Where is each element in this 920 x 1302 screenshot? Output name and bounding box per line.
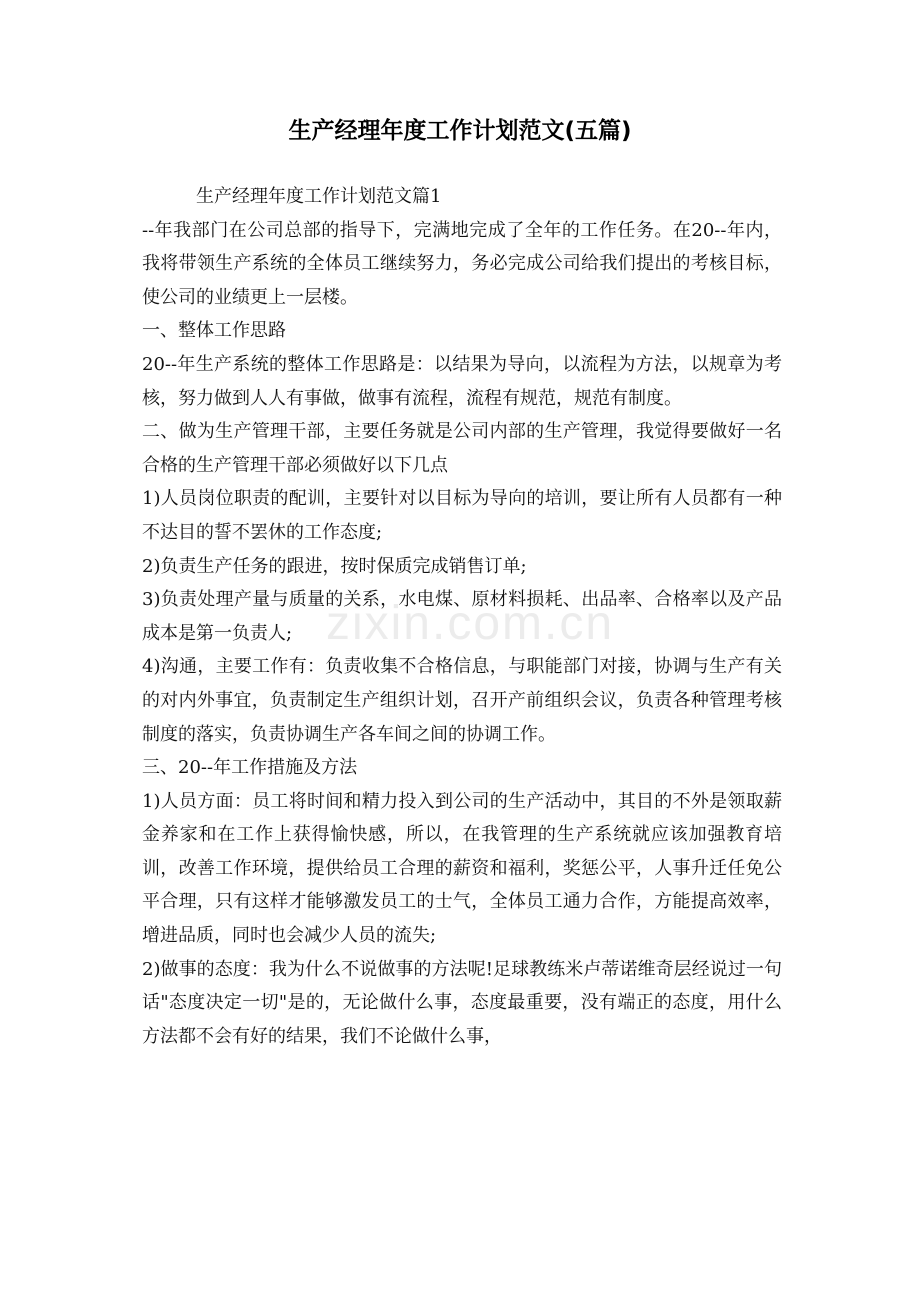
paragraph: 4)沟通，主要工作有：负责收集不合格信息，与职能部门对接，协调与生产有关的对内外事宜，负责制定生产组织计划，召开产前组织会议，负责各种管理考核制度的落实，负责协调生产各车间之间的协调工作。 (142, 656, 782, 745)
paragraph: 一、整体工作思路 (142, 320, 286, 342)
watermark: zixin.com.cn (325, 597, 615, 650)
paragraph: 二、做为生产管理干部，主要任务就是公司内部的生产管理，我觉得要做好一名合格的生产管理干部必须做好以下几点 (142, 421, 782, 476)
section-heading: 生产经理年度工作计划范文篇1 (196, 186, 442, 207)
paragraph: --年我部门在公司总部的指导下，完满地完成了全年的工作任务。在20--年内，我将带领生产系统的全体员工继续努力，务必完成公司给我们提出的考核目标，使公司的业绩更上一层楼。 (142, 219, 782, 308)
paragraph: 三、20--年工作措施及方法 (142, 757, 358, 779)
document-title: 生产经理年度工作计划范文(五篇) (288, 118, 632, 144)
paragraph: 20--年生产系统的整体工作思路是：以结果为导向，以流程为方法，以规章为考核，努力做到人人有事做，做事有流程，流程有规范，规范有制度。 (142, 353, 782, 409)
document-body (142, 180, 782, 1053)
paragraph: 1)人员方面：员工将时间和精力投入到公司的生产活动中，其目的不外是领取薪金养家和在工作上获得愉快感，所以，在我管理的生产系统就应该加强教育培训，改善工作环境，提供给员工合理的薪资和福利，奖惩公平，人事升迁任免公平合理，只有这样才能够激发员工的士气，全体员工通力合作，方能提高效率，增进品质，同时也会减少人员的流失; (142, 790, 782, 947)
paragraph: 2)负责生产任务的跟进，按时保质完成销售订单; (142, 555, 527, 577)
paragraph: 3)负责处理产量与质量的关系，水电煤、原材料损耗、出品率、合格率以及产品成本是第一负责人; (142, 589, 782, 644)
paragraph: 2)做事的态度：我为什么不说做事的方法呢!足球教练米卢蒂诺维奇层经说过一句话"态度决定一切"是的，无论做什么事，态度最重要，没有端正的态度，用什么方法都不会有好的结果，我们不论做什么事， (142, 958, 782, 1047)
paragraph: 1)人员岗位职责的配训，主要针对以目标为导向的培训，要让所有人员都有一种不达目的誓不罢休的工作态度; (142, 488, 782, 543)
